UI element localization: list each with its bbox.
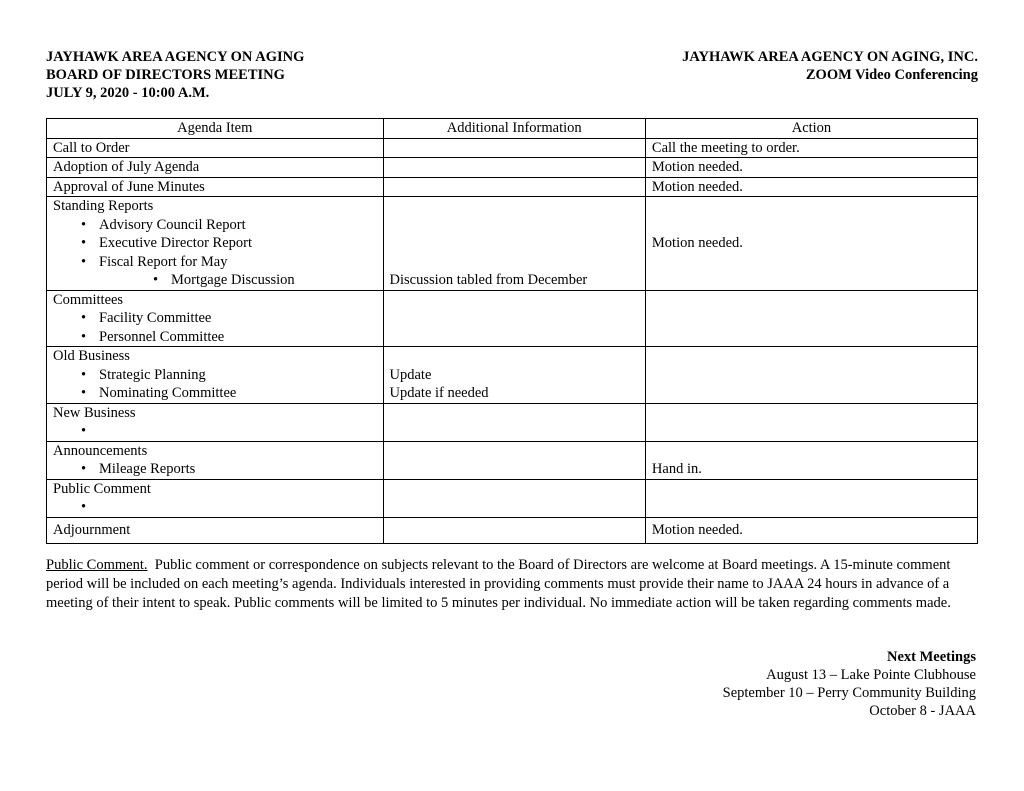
header-left bbox=[46, 48, 304, 102]
list-item: • Personnel Committee bbox=[53, 328, 377, 347]
agenda-item-title: Old Business bbox=[53, 348, 130, 364]
action: Motion needed. bbox=[645, 177, 977, 197]
agenda-item bbox=[47, 197, 384, 291]
meeting-venue: ZOOM Video Conferencing bbox=[805, 67, 978, 83]
agenda-item-title: New Business bbox=[53, 404, 136, 421]
additional-info: Discussion tabled from December bbox=[383, 197, 645, 291]
next-meetings-title: Next Meetings bbox=[887, 649, 976, 665]
meeting-title: BOARD OF DIRECTORS MEETING bbox=[46, 67, 285, 83]
agenda-item: Adoption of July Agenda bbox=[47, 158, 384, 178]
action bbox=[645, 479, 977, 517]
public-comment-paragraph bbox=[46, 556, 978, 613]
agenda-item: Call to Order bbox=[47, 138, 384, 158]
additional-info bbox=[383, 479, 645, 517]
agenda-item bbox=[47, 479, 384, 517]
action: Call the meeting to order. bbox=[645, 138, 977, 158]
action bbox=[645, 290, 977, 347]
info-line: Update bbox=[389, 366, 432, 383]
table-row bbox=[47, 158, 978, 178]
list-item: • Strategic Planning bbox=[53, 366, 377, 385]
additional-info bbox=[383, 517, 645, 543]
table-row bbox=[47, 290, 978, 347]
table-row bbox=[47, 177, 978, 197]
additional-info bbox=[383, 158, 645, 178]
agenda-item-title: Announcements bbox=[53, 442, 148, 459]
additional-info bbox=[383, 441, 645, 479]
list-item: • Executive Director Report bbox=[53, 234, 377, 253]
bullet-list bbox=[53, 498, 377, 517]
action: Motion needed. bbox=[645, 517, 977, 543]
action: Motion needed. bbox=[645, 158, 977, 178]
agenda-item bbox=[47, 441, 384, 479]
table-row bbox=[47, 197, 978, 291]
agenda-item-title: Standing Reports bbox=[53, 198, 154, 214]
table-row bbox=[47, 517, 978, 543]
agenda-item bbox=[47, 403, 384, 441]
agenda-item bbox=[47, 347, 384, 404]
table-row bbox=[47, 479, 978, 517]
org-name-inc: JAYHAWK AREA AGENCY ON AGING, INC. bbox=[682, 49, 978, 65]
column-header-additional-info: Additional Information bbox=[383, 119, 645, 139]
table-row bbox=[47, 403, 978, 441]
action: Hand in. bbox=[645, 441, 977, 479]
meeting-date: JULY 9, 2020 - 10:00 A.M. bbox=[46, 85, 210, 101]
bullet-list bbox=[53, 422, 377, 441]
org-name: JAYHAWK AREA AGENCY ON AGING bbox=[46, 49, 305, 65]
public-comment-label: Public Comment. bbox=[46, 557, 148, 573]
column-header-action: Action bbox=[645, 119, 977, 139]
table-row bbox=[47, 347, 978, 404]
agenda-item-title: Public Comment bbox=[53, 480, 151, 497]
agenda-table bbox=[46, 118, 978, 544]
agenda-item: Adjournment bbox=[47, 517, 384, 543]
agenda-item bbox=[47, 290, 384, 347]
sub-list-item: • Mortgage Discussion bbox=[53, 271, 377, 290]
agenda-item: Approval of June Minutes bbox=[47, 177, 384, 197]
action bbox=[645, 347, 977, 404]
additional-info bbox=[383, 347, 645, 404]
next-meeting-item: August 13 – Lake Pointe Clubhouse bbox=[766, 667, 976, 683]
additional-info bbox=[383, 290, 645, 347]
agenda-item-title: Committees bbox=[53, 291, 124, 308]
list-item: • Mileage Reports bbox=[53, 460, 377, 479]
public-comment-text: Public comment or correspondence on subjects relevant to the Board of Directors are welcome at Board meetings. A 15-minute comment period will be included on each meeting’s agenda. Individuals interested in providing comments must provide their name to JAAA 24 hours in advance of a meeting of their intent to speak. Public comments will be limited to 5 minutes per individual. No immediate action will be taken regarding comments made. bbox=[46, 557, 951, 611]
header-right bbox=[682, 48, 978, 84]
bullet-list bbox=[53, 309, 377, 346]
additional-info bbox=[383, 177, 645, 197]
list-item: • Fiscal Report for May bbox=[53, 253, 377, 272]
next-meetings bbox=[723, 648, 976, 720]
column-header-agenda-item: Agenda Item bbox=[47, 119, 384, 139]
bullet-list bbox=[53, 366, 377, 403]
action bbox=[645, 403, 977, 441]
list-item bbox=[53, 498, 377, 517]
next-meeting-item: October 8 - JAAA bbox=[869, 703, 976, 719]
next-meeting-item: September 10 – Perry Community Building bbox=[722, 685, 976, 701]
additional-info bbox=[383, 138, 645, 158]
bullet-list bbox=[53, 216, 377, 290]
additional-info bbox=[383, 403, 645, 441]
list-item: • Advisory Council Report bbox=[53, 216, 377, 235]
action: Motion needed. bbox=[645, 197, 977, 291]
list-item: • Facility Committee bbox=[53, 309, 377, 328]
table-row bbox=[47, 138, 978, 158]
list-item bbox=[53, 422, 377, 441]
table-row bbox=[47, 441, 978, 479]
info-line: Update if needed bbox=[389, 385, 489, 401]
list-item: • Nominating Committee bbox=[53, 384, 377, 403]
bullet-list bbox=[53, 460, 377, 479]
table-header-row bbox=[47, 119, 978, 139]
